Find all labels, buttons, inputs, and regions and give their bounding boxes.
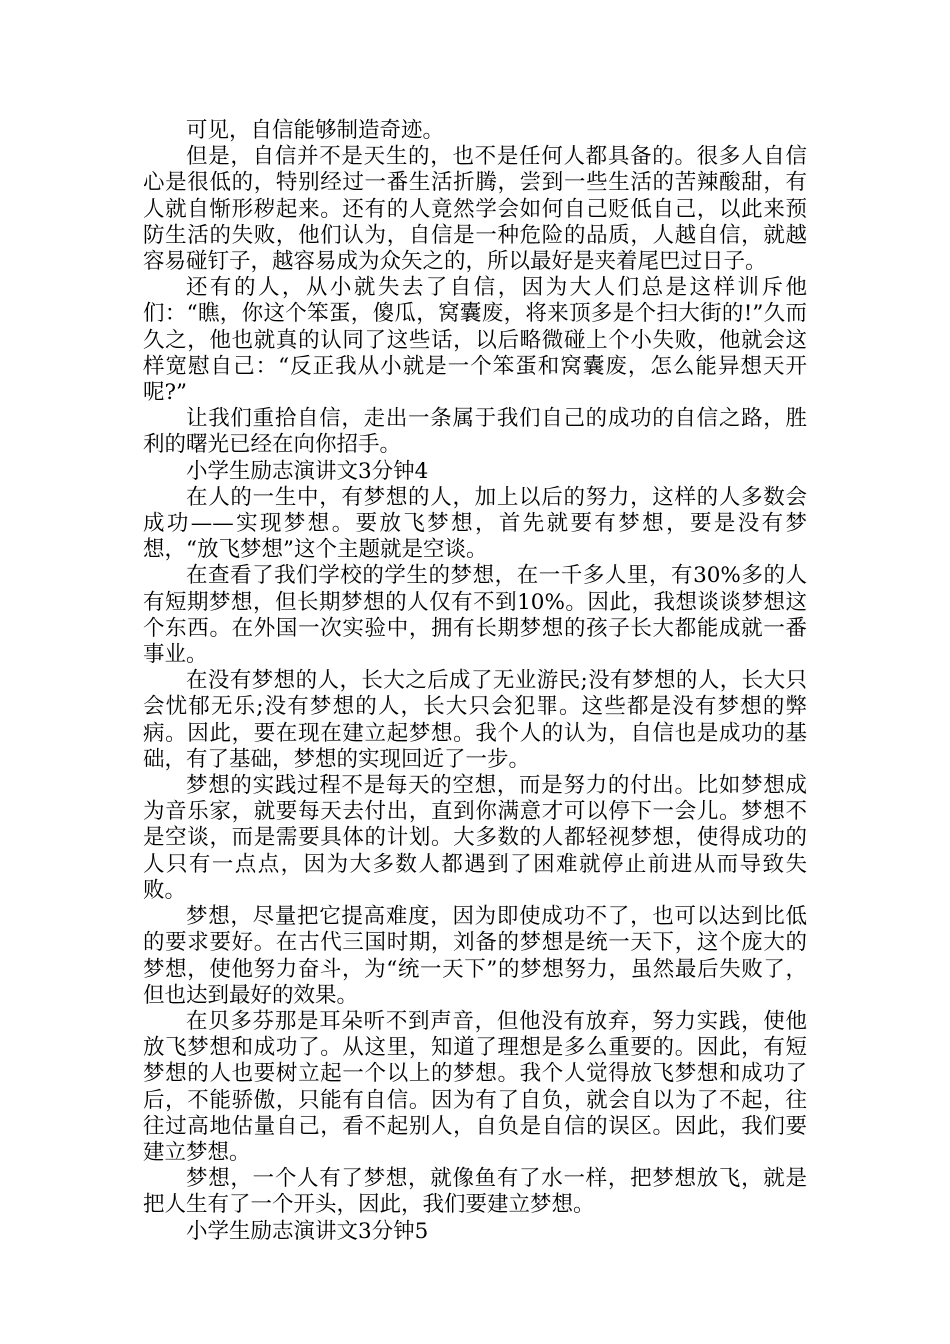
paragraph: 在贝多芬那是耳朵听不到声音，但他没有放弃，努力实践，使他放飞梦想和成功了。从这里，知道了理想是多么重要的。因此，有短梦想的人也要树立起一个以上的梦想。我个人觉得放飞梦想和成功了后，不能骄傲，只能有自信。因为有了自负，就会自以为了不起，往往过高地估量自己，看不起别人，自负是自信的误区。因此，我们要建立梦想。 bbox=[143, 1008, 807, 1165]
paragraph: 梦想，一个人有了梦想，就像鱼有了水一样，把梦想放飞，就是把人生有了一个开头，因此，我们要建立梦想。 bbox=[143, 1166, 807, 1218]
paragraph: 梦想，尽量把它提高难度，因为即使成功不了，也可以达到比低的要求要好。在古代三国时期，刘备的梦想是统一天下，这个庞大的梦想，使他努力奋斗，为“统一天下”的梦想努力，虽然最后失败了，但也达到最好的效果。 bbox=[143, 904, 807, 1008]
paragraph: 梦想的实践过程不是每天的空想，而是努力的付出。比如梦想成为音乐家，就要每天去付出，直到你满意才可以停下一会儿。梦想不是空谈，而是需要具体的计划。大多数的人都轻视梦想，使得成功的人只有一点点，因为大多数人都遇到了困难就停止前进从而导致失败。 bbox=[143, 773, 807, 903]
paragraph: 可见，自信能够制造奇迹。 bbox=[186, 118, 445, 143]
paragraph: 让我们重拾自信，走出一条属于我们自己的成功的自信之路，胜利的曙光已经在向你招手。 bbox=[143, 406, 807, 458]
paragraph: 但是，自信并不是天生的，也不是任何人都具备的。很多人自信心是很低的，特别经过一番生活折腾，尝到一些生活的苦辣酸甜，有人就自惭形秽起来。还有的人竟然学会如何自己贬低自己，以此来预防生活的失败，他们认为，自信是一种危险的品质，人越自信，就越容易碰钉子，越容易成为众矢之的，所以最好是夹着尾巴过日子。 bbox=[143, 144, 807, 275]
document-page bbox=[143, 118, 807, 1245]
paragraph: 在人的一生中，有梦想的人，加上以后的努力，这样的人多数会成功——实现梦想。要放飞梦想，首先就要有梦想，要是没有梦想，“放飞梦想”这个主题就是空谈。 bbox=[143, 484, 807, 563]
section-heading: 小学生励志演讲文3分钟4 bbox=[186, 458, 429, 484]
paragraph: 在没有梦想的人，长大之后成了无业游民;没有梦想的人，长大只会忧郁无乐;没有梦想的人，长大只会犯罪。这些都是没有梦想的弊病。因此，要在现在建立起梦想。我个人的认为，自信也是成功的基础，有了基础，梦想的实现回近了一步。 bbox=[143, 668, 807, 772]
section-heading: 小学生励志演讲文3分钟5 bbox=[186, 1218, 429, 1244]
paragraph: 在查看了我们学校的学生的梦想，在一千多人里，有30%多的人有短期梦想，但长期梦想的人仅有不到10%。因此，我想谈谈梦想这个东西。在外国一次实验中，拥有长期梦想的孩子长大都能成就一番事业。 bbox=[143, 563, 807, 668]
paragraph: 还有的人，从小就失去了自信，因为大人们总是这样训斥他们：“瞧，你这个笨蛋，傻瓜，窝囊废，将来顶多是个扫大街的!”久而久之，他也就真的认同了这些话，以后略微碰上个小失败，他就会这样宽慰自己：“反正我从小就是一个笨蛋和窝囊废，怎么能异想天开呢?” bbox=[143, 275, 807, 406]
